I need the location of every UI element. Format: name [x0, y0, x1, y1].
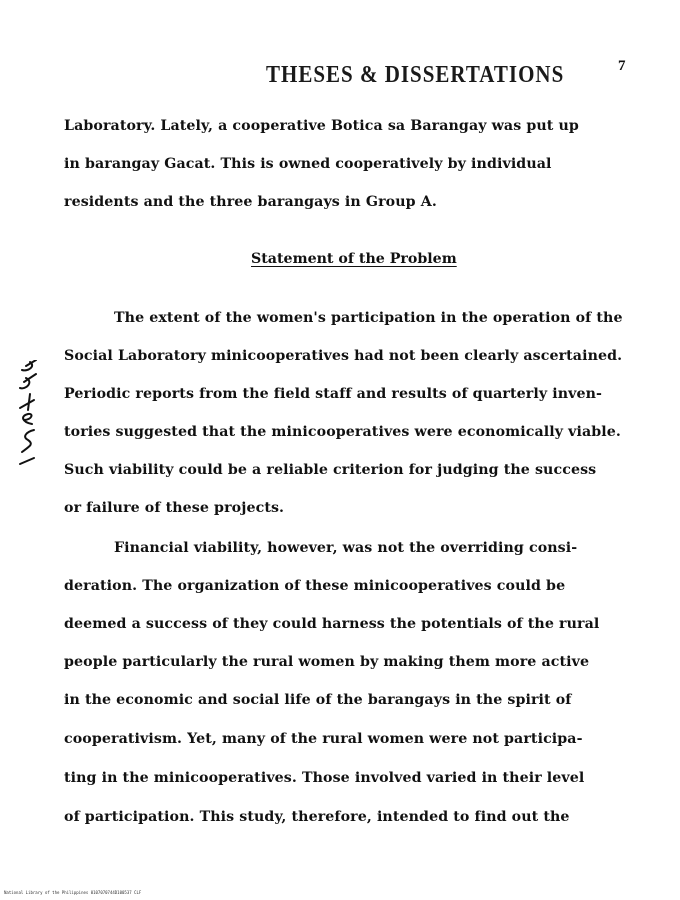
scan-footer: National Library of the Philippines 0107070744D100537 CLF [4, 890, 142, 895]
text-line: or failure of these projects. [64, 500, 285, 516]
text-line: ting in the minicooperatives. Those involved varied in their level [64, 770, 585, 786]
text-line: Laboratory. Lately, a cooperative Botica sa Barangay was put up [64, 118, 579, 134]
text-line: Financial viability, however, was not the overriding consi- [114, 540, 578, 556]
text-line: Periodic reports from the field staff and results of quarterly inven- [64, 386, 602, 402]
page-number: 7 [618, 58, 626, 74]
stamp-text: THESES & DISSERTATIONS [266, 60, 565, 88]
text-line: deration. The organization of these minicooperatives could be [64, 578, 566, 594]
text-line: people particularly the rural women by making them more active [64, 654, 590, 670]
text-line: Such viability could be a reliable criterion for judging the success [64, 462, 597, 478]
section-heading: Statement of the Problem [251, 251, 457, 267]
text-line: of participation. This study, therefore, intended to find out the [64, 809, 570, 825]
text-line: residents and the three barangays in Group A. [64, 194, 437, 210]
text-line: Social Laboratory minicooperatives had not been clearly ascertained. [64, 348, 623, 364]
text-line: in the economic and social life of the barangays in the spirit of [64, 692, 572, 708]
handwritten-margin-note [14, 360, 40, 470]
text-line: cooperativism. Yet, many of the rural women were not participa- [64, 731, 583, 747]
text-line: deemed a success of they could harness the potentials of the rural [64, 616, 600, 632]
text-line: tories suggested that the minicooperatives were economically viable. [64, 424, 621, 440]
text-line: in barangay Gacat. This is owned cooperatively by individual [64, 156, 552, 172]
text-line: The extent of the women's participation in the operation of the [114, 310, 623, 326]
